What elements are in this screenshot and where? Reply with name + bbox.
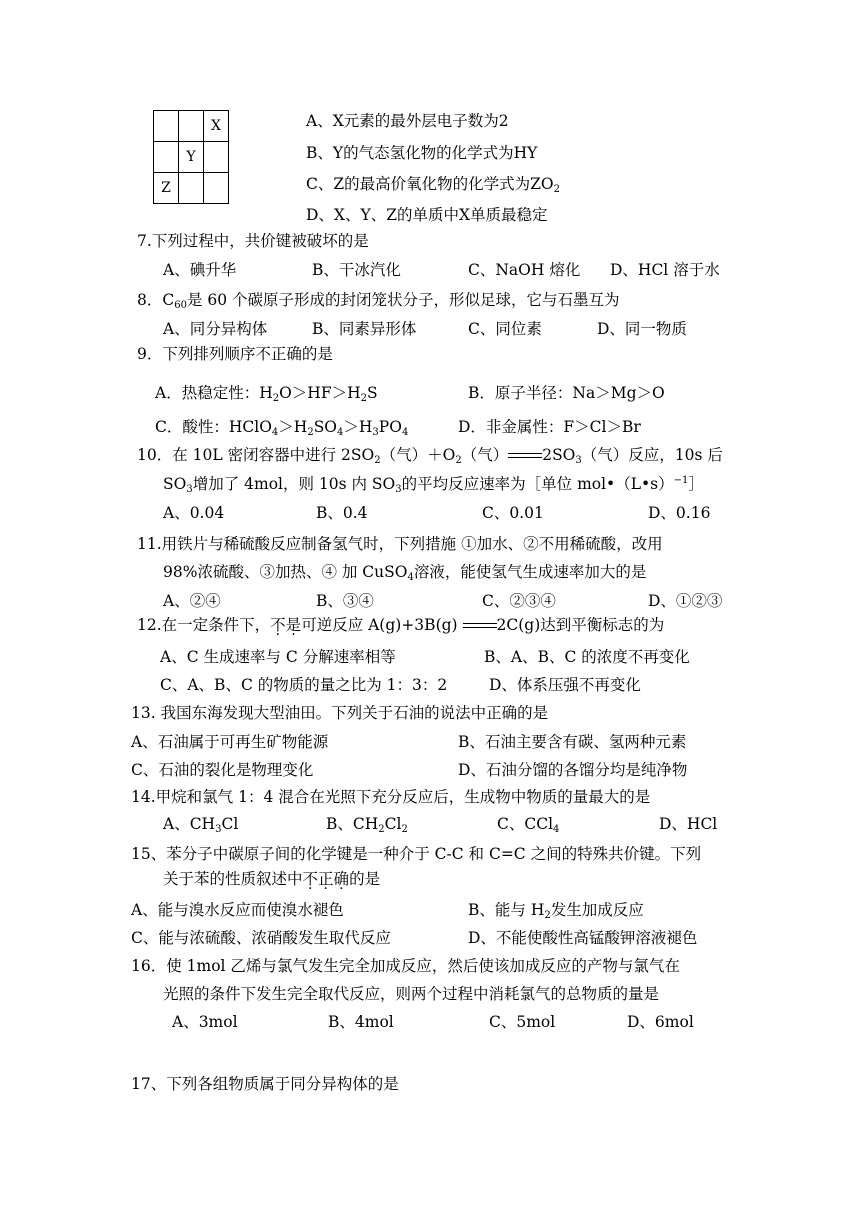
grid-cell [179, 111, 204, 142]
q8-option-c: C、同位素 [468, 320, 542, 338]
q14-option-a [163, 813, 238, 835]
q12-option-b: B、A、B、C 的浓度不再变化 [484, 648, 690, 666]
q14-stem: 14.甲烷和氯气 1：4 混合在光照下充分反应后，生成物中物质的量最大的是 [131, 788, 651, 806]
q9-option-d: D．非金属性：F＞Cl＞Br [458, 418, 641, 436]
grid-cell: X [204, 111, 229, 142]
subscript: 4 [553, 824, 560, 835]
q11-option-d: D、①②③ [648, 592, 723, 610]
q13-option-a: A、石油属于可再生矿物能源 [131, 733, 329, 751]
q11-option-c: C、②③④ [482, 592, 556, 610]
q16-option-a: A、3mol [172, 1013, 238, 1031]
q16-stem-line1: 16．使 1mol 乙烯与氯气发生完全加成反应，然后使该加成反应的产物与氯气在 [131, 957, 680, 975]
q9-option-c [155, 416, 408, 438]
subscript: 4 [401, 427, 409, 438]
q14-option-b [326, 813, 408, 835]
text: S [366, 384, 378, 402]
text: 2SO [542, 446, 576, 464]
q6-option-d: D、X、Y、Z的单质中X单质最稳定 [306, 206, 548, 224]
q12-option-d: D、体系压强不再变化 [489, 676, 641, 694]
grid-cell [204, 142, 229, 173]
text: ］ [688, 475, 704, 493]
q12-option-a: A、C 生成速率与 C 分解速率相等 [160, 648, 396, 666]
q15-option-b [468, 899, 644, 921]
q16-option-b: B、4mol [328, 1013, 394, 1031]
reversible-arrow-icon [508, 451, 542, 461]
q10-stem-line1 [137, 444, 723, 466]
text: 关于苯的性质叙述中 [163, 870, 303, 888]
text: ＞H [278, 418, 308, 436]
grid-cell [179, 173, 204, 204]
q11-stem-line1: 11.用铁片与稀硫酸反应制备氢气时，下列措施 ①加水、②不用稀硫酸，改用 [137, 535, 663, 553]
q16-stem-line2: 光照的条件下发生完全取代反应，则两个过程中消耗氯气的总物质的量是 [163, 985, 660, 1003]
grid-cell [154, 142, 179, 173]
grid-cell: Y [179, 142, 204, 173]
subscript: 3 [372, 427, 379, 438]
text: 10．在 10L 密闭容器中进行 2SO [137, 446, 375, 464]
text: B、能与 H [468, 901, 545, 919]
reversible-arrow-icon [463, 621, 497, 631]
q7-option-a: A、碘升华 [163, 261, 237, 279]
q14-option-c [497, 813, 559, 835]
text: ＞H [343, 418, 373, 436]
text: Cl [384, 815, 402, 833]
text: 可逆反应 A(g)+3B(g) [301, 616, 458, 634]
subscript: 4 [407, 572, 414, 583]
subscript: 3 [395, 484, 402, 495]
text: C、Z的最高价氧化物的化学式为ZO [306, 175, 554, 193]
q10-option-b: B、0.4 [316, 504, 368, 522]
text: SO [313, 418, 338, 436]
subscript: 2 [544, 910, 551, 921]
q10-option-a: A、0.04 [163, 504, 225, 522]
subscript: 2 [360, 393, 367, 404]
subscript: 2 [553, 184, 560, 195]
text: 溶液，能使氢气生成速率加大的是 [413, 563, 647, 581]
text: A．热稳定性：H [155, 384, 273, 402]
text: O＞HF＞H [279, 384, 361, 402]
text: （气）反应，10s 后 [581, 446, 723, 464]
q7-option-c: C、NaOH 熔化 [468, 261, 581, 279]
q8-option-d: D、同一物质 [597, 320, 687, 338]
q6-option-c [306, 173, 560, 195]
subscript: 2 [307, 427, 314, 438]
emphasis-text: 不 [270, 616, 286, 634]
q10-stem-line2 [163, 473, 704, 495]
q15-option-c: C、能与浓硫酸、浓硝酸发生取代反应 [131, 929, 391, 947]
superscript: −1 [673, 475, 689, 486]
q16-option-c: C、5mol [489, 1013, 556, 1031]
q12-stem [137, 614, 664, 636]
q8-stem [137, 289, 620, 311]
q15-stem-line2 [163, 868, 380, 890]
text: A、CH [163, 815, 216, 833]
text: 2C(g)达到平衡标志的为 [496, 616, 665, 634]
periodic-table-grid [153, 110, 229, 204]
grid-cell: Z [154, 173, 179, 204]
emphasis-text: 是 [285, 616, 302, 634]
text: Cl [221, 815, 239, 833]
q11-option-b: B、③④ [316, 592, 374, 610]
q8-option-a: A、同分异构体 [163, 320, 268, 338]
subscript: 3 [215, 824, 222, 835]
text: 8．C [137, 291, 175, 309]
q12-option-c: C、A、B、C 的物质的量之比为 1：3：2 [160, 676, 448, 694]
subscript: 60 [174, 300, 187, 311]
q15-option-d: D、不能使酸性高锰酸钾溶液褪色 [468, 929, 698, 947]
q13-option-c: C、石油的裂化是物理变化 [131, 761, 314, 779]
text: 的是 [349, 870, 381, 888]
subscript: 2 [455, 455, 462, 466]
text: （气）＋O [380, 446, 456, 464]
text: 是 60 个碳原子形成的封闭笼状分子，形似足球，它与石墨互为 [186, 291, 620, 309]
grid-cell [154, 111, 179, 142]
q16-option-d: D、6mol [627, 1013, 694, 1031]
subscript: 2 [374, 455, 381, 466]
text: 增加了 4mol，则 10s 内 SO [192, 475, 396, 493]
q6-option-a: A、X元素的最外层电子数为2 [306, 112, 509, 130]
subscript: 2 [272, 393, 280, 404]
q13-stem: 13. 我国东海发现大型油田。下列关于石油的说法中正确的是 [131, 704, 549, 722]
grid-cell [204, 173, 229, 204]
q15-stem-line1: 15、苯分子中碳原子间的化学键是一种介于 C-C 和 C=C 之间的特殊共价键。下列 [131, 845, 702, 863]
q10-option-c: C、0.01 [482, 504, 544, 522]
q6-option-b: B、Y的气态氢化物的化学式为HY [306, 144, 538, 162]
subscript: 4 [337, 427, 344, 438]
emphasis-text: 不 [302, 870, 319, 888]
text: PO [378, 418, 402, 436]
q10-option-d: D、0.16 [648, 504, 711, 522]
text: B、CH [326, 815, 379, 833]
q9-option-b: B．原子半径：Na＞Mg＞O [468, 384, 665, 402]
emphasis-text: 确 [333, 870, 350, 888]
subscript: 2 [378, 824, 385, 835]
text: 12.在一定条件下， [137, 616, 271, 634]
text: 发生加成反应 [550, 901, 644, 919]
text: （气） [461, 446, 509, 464]
subscript: 3 [186, 484, 193, 495]
text: C、CCl [497, 815, 554, 833]
q8-option-b: B、同素异形体 [312, 320, 417, 338]
q13-option-d: D、石油分馏的各馏分均是纯净物 [458, 761, 688, 779]
subscript: 4 [271, 427, 279, 438]
q11-stem-line2 [163, 561, 646, 583]
q7-option-d: D、HCl 溶于水 [610, 261, 720, 279]
q17-stem: 17、下列各组物质属于同分异构体的是 [131, 1075, 399, 1093]
q9-stem: 9．下列排列顺序不正确的是 [137, 345, 333, 363]
q11-option-a: A、②④ [163, 592, 221, 610]
subscript: 2 [401, 824, 408, 835]
emphasis-text: 正 [318, 870, 334, 888]
q15-option-a: A、能与溴水反应而使溴水褪色 [131, 901, 344, 919]
subscript: 3 [575, 455, 582, 466]
q13-option-b: B、石油主要含有碳、氢两种元素 [458, 733, 687, 751]
text: 的平均反应速率为［单位 mol•（L•s） [401, 475, 674, 493]
q14-option-d: D、HCl [659, 815, 718, 833]
text: C．酸性：HClO [155, 418, 272, 436]
q7-option-b: B、干冰汽化 [312, 261, 401, 279]
q9-option-a [155, 382, 378, 404]
text: 98%浓硫酸、③加热、④ 加 CuSO [163, 563, 408, 581]
text: SO [163, 475, 187, 493]
q7-stem: 7.下列过程中，共价键被破坏的是 [137, 232, 369, 250]
